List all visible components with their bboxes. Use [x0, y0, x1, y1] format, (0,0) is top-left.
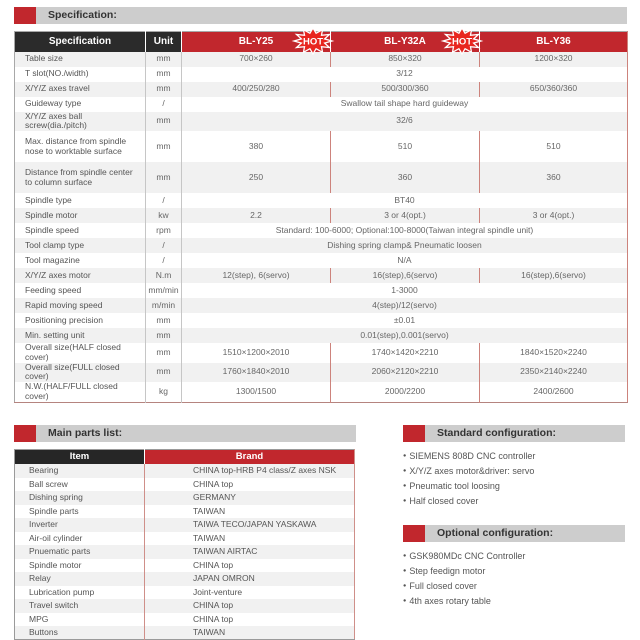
part-brand-cell: JAPAN OMRON: [145, 572, 355, 586]
spec-label-cell: Min. setting unit: [25, 329, 85, 340]
specification-section-header: [14, 7, 627, 24]
spec-table-row: [15, 343, 628, 363]
spec-value-cell: 2400/2600: [480, 382, 628, 402]
config-list-item: ● Step feedign motor: [403, 564, 625, 579]
main-parts-section-header: [14, 425, 356, 442]
spec-label-cell: Distance from spindle center to column surface: [25, 166, 133, 187]
spec-label-cell: X/Y/Z axes ball screw(dia./pitch): [25, 110, 87, 131]
spec-value-cell: 850×320: [331, 52, 480, 67]
spec-unit-cell: kw: [146, 208, 182, 223]
spec-table-row: [15, 268, 628, 283]
part-brand-cell: TAIWA TECO/JAPAN YASKAWA: [145, 518, 355, 532]
spec-label-cell: Spindle motor: [25, 209, 78, 220]
spec-value-cell: ±0.01: [393, 314, 416, 325]
spec-value-cell: 1760×1840×2010: [222, 366, 290, 377]
spec-table-row: [15, 283, 628, 298]
spec-value-cell: 1200×320: [480, 52, 628, 67]
bottom-section: [14, 425, 627, 640]
spec-value-cell: 3 or 4(opt.): [331, 208, 480, 223]
column-header-bl-y32a: [331, 32, 480, 52]
spec-label-cell: T slot(NO./width): [25, 68, 89, 79]
spec-table-row: [15, 382, 628, 402]
spec-label-cell: Rapid moving speed: [25, 299, 103, 310]
spec-unit-cell: mm: [146, 131, 182, 162]
column-header-brand: Brand: [145, 449, 355, 464]
spec-unit-cell: kg: [146, 382, 182, 402]
spec-unit-cell: mm: [146, 363, 182, 383]
hot-badge-icon: [441, 26, 483, 56]
spec-label-cell: X/Y/Z axes motor: [25, 269, 91, 280]
part-item-cell: Inverter: [29, 519, 58, 530]
spec-label-cell: Max. distance from spindle nose to worktable surface: [25, 135, 127, 156]
spec-value-cell: 16(step),6(servo): [331, 268, 480, 283]
spec-table-row: [15, 67, 628, 82]
parts-table-row: [15, 599, 355, 613]
column-header-bl-y36: [480, 32, 628, 52]
part-brand-cell: CHINA top: [145, 613, 355, 627]
config-list-item: ● 4th axes rotary table: [403, 594, 625, 609]
model-name: BL-Y25: [238, 36, 274, 48]
parts-table-row: [15, 505, 355, 519]
parts-table-body: [15, 464, 355, 640]
spec-table-row: [15, 82, 628, 97]
spec-value-cell: 510: [331, 131, 480, 162]
red-square-icon: [403, 425, 425, 442]
main-parts-table: [14, 449, 355, 640]
spec-table-row: [15, 328, 628, 343]
part-brand-cell: CHINA top: [145, 559, 355, 573]
main-parts-section-title: Main parts list:: [36, 425, 356, 442]
spec-label-cell: Table size: [25, 53, 63, 64]
spec-value-cell: Standard: 100-6000; Optional:100-8000(Taiwan integral spindle unit): [275, 224, 534, 235]
specification-table: [14, 31, 628, 403]
spec-value-cell: 1740×1420×2210: [331, 343, 480, 363]
spec-table-row: [15, 313, 628, 328]
parts-table-row: [15, 491, 355, 505]
spec-value-cell: 1300/1500: [235, 385, 277, 396]
parts-table-row: [15, 559, 355, 573]
part-brand-cell: TAIWAN: [145, 532, 355, 546]
part-brand-cell: Joint-venture: [145, 586, 355, 600]
spec-label-cell: Spindle speed: [25, 224, 79, 235]
hot-badge-label: HOT: [451, 36, 473, 48]
part-item-cell: Ball screw: [29, 478, 68, 489]
spec-value-cell: 2350×2140×2240: [480, 363, 628, 383]
spec-unit-cell: /: [146, 193, 182, 208]
spec-label-cell: Spindle type: [25, 194, 72, 205]
hot-badge-icon: [292, 26, 334, 56]
spec-value-cell: 400/250/280: [232, 83, 280, 94]
spec-table-row: [15, 97, 628, 112]
parts-table-row: [15, 478, 355, 492]
spec-value-cell: 2000/2200: [331, 382, 480, 402]
spec-unit-cell: mm: [146, 112, 182, 132]
spec-value-cell: 700×260: [239, 53, 273, 64]
model-name: BL-Y32A: [384, 36, 426, 48]
config-list-item: ● SIEMENS 808D CNC controller: [403, 449, 625, 464]
spec-table-row: [15, 208, 628, 223]
spec-table-row: [15, 131, 628, 162]
spec-unit-cell: /: [146, 238, 182, 253]
spec-label-cell: Overall size(HALF closed cover): [25, 342, 121, 362]
standard-config-list: [403, 449, 625, 509]
spec-label-cell: X/Y/Z axes travel: [25, 83, 90, 94]
config-list-item: ● Full closed cover: [403, 579, 625, 594]
spec-value-cell: Swallow tail shape hard guideway: [340, 98, 469, 109]
spec-label-cell: Feeding speed: [25, 284, 82, 295]
spec-value-cell: 2.2: [250, 209, 262, 220]
spec-unit-cell: mm: [146, 52, 182, 67]
parts-table-row: [15, 586, 355, 600]
spec-value-cell: 3/12: [396, 68, 413, 79]
column-header-unit: Unit: [146, 32, 182, 52]
spec-value-cell: N/A: [397, 254, 412, 265]
column-header-bl-y25: [182, 32, 331, 52]
spec-value-cell: 4(step)/12(servo): [372, 299, 437, 310]
config-list-item: ● X/Y/Z axes motor&driver: servo: [403, 464, 625, 479]
spec-table-header-row: [15, 32, 628, 52]
spec-value-cell: 1510×1200×2010: [222, 346, 290, 357]
spec-value-cell: 3 or 4(opt.): [480, 208, 628, 223]
spec-label-cell: Positioning precision: [25, 314, 103, 325]
spec-table-row: [15, 238, 628, 253]
standard-config-header: [403, 425, 625, 442]
main-parts-column: [14, 425, 356, 640]
part-item-cell: Relay: [29, 573, 51, 584]
part-item-cell: Lubrication pump: [29, 586, 95, 597]
optional-config-list: [403, 549, 625, 609]
part-brand-cell: TAIWAN: [145, 626, 355, 640]
optional-config-header: [403, 525, 625, 542]
spec-label-cell: N.W.(HALF/FULL closed cover): [25, 381, 118, 401]
spec-value-cell: 0.01(step),0.001(servo): [360, 329, 449, 340]
configuration-column: [403, 425, 625, 640]
spec-value-cell: 360: [331, 162, 480, 193]
spec-table-row: [15, 253, 628, 268]
spec-table-row: [15, 298, 628, 313]
part-brand-cell: CHINA top: [145, 599, 355, 613]
column-header-specification: Specification: [15, 32, 146, 52]
hot-badge-label: HOT: [302, 36, 324, 48]
spec-value-cell: 1-3000: [391, 284, 418, 295]
spec-value-cell: 380: [248, 140, 264, 151]
part-brand-cell: CHINA top: [145, 478, 355, 492]
spec-value-cell: 500/300/360: [331, 82, 480, 97]
column-header-item: Item: [15, 449, 145, 464]
part-brand-cell: GERMANY: [145, 491, 355, 505]
spec-value-cell: Dishing spring clamp& Pneumatic loosen: [327, 239, 482, 250]
part-item-cell: Bearing: [29, 465, 59, 476]
part-item-cell: Buttons: [29, 626, 58, 637]
red-square-icon: [403, 525, 425, 542]
spec-value-cell: 510: [480, 131, 628, 162]
spec-unit-cell: mm: [146, 162, 182, 193]
spec-unit-cell: m/min: [146, 298, 182, 313]
parts-table-row: [15, 464, 355, 478]
spec-unit-cell: mm/min: [146, 283, 182, 298]
config-list-item: ● Half closed cover: [403, 494, 625, 509]
spec-unit-cell: /: [146, 253, 182, 268]
part-item-cell: Spindle motor: [29, 559, 82, 570]
spec-label-cell: Overall size(FULL closed cover): [25, 361, 120, 382]
specification-section-title: Specification:: [36, 7, 627, 24]
model-name: BL-Y36: [536, 36, 571, 48]
spec-unit-cell: mm: [146, 82, 182, 97]
parts-table-header-row: [15, 449, 355, 464]
spec-table-row: [15, 193, 628, 208]
spec-table-row: [15, 162, 628, 193]
spec-value-cell: BT40: [394, 194, 415, 205]
spec-value-cell: 32/6: [396, 115, 413, 126]
spec-value-cell: 250: [248, 171, 264, 182]
part-item-cell: Travel switch: [29, 600, 79, 611]
red-square-icon: [14, 425, 36, 442]
part-item-cell: Air-oil cylinder: [29, 532, 83, 543]
parts-table-row: [15, 572, 355, 586]
spec-unit-cell: mm: [146, 67, 182, 82]
spec-value-cell: 2060×2120×2210: [331, 363, 480, 383]
part-item-cell: Dishing spring: [29, 492, 83, 503]
spec-unit-cell: mm: [146, 343, 182, 363]
spec-label-cell: Tool magazine: [25, 254, 80, 265]
spec-table-row: [15, 223, 628, 238]
spec-unit-cell: mm: [146, 313, 182, 328]
spec-unit-cell: N.m: [146, 268, 182, 283]
parts-table-row: [15, 545, 355, 559]
spec-label-cell: Guideway type: [25, 98, 82, 109]
spec-table-row: [15, 112, 628, 132]
spec-unit-cell: mm: [146, 328, 182, 343]
config-list-item: ● GSK980MDc CNC Controller: [403, 549, 625, 564]
part-brand-cell: TAIWAN AIRTAC: [145, 545, 355, 559]
optional-config-title: Optional configuration:: [425, 525, 625, 542]
spec-table-body: [15, 52, 628, 403]
part-brand-cell: CHINA top-HRB P4 class/Z axes NSK: [145, 464, 355, 478]
parts-table-row: [15, 626, 355, 640]
part-item-cell: MPG: [29, 613, 49, 624]
standard-config-title: Standard configuration:: [425, 425, 625, 442]
spec-value-cell: 360: [480, 162, 628, 193]
config-list-item: ● Pneumatic tool loosing: [403, 479, 625, 494]
spec-table-row: [15, 363, 628, 383]
spec-value-cell: 1840×1520×2240: [480, 343, 628, 363]
parts-table-row: [15, 613, 355, 627]
parts-table-row: [15, 518, 355, 532]
part-brand-cell: TAIWAN: [145, 505, 355, 519]
spec-label-cell: Tool clamp type: [25, 239, 85, 250]
red-square-icon: [14, 7, 36, 24]
spec-unit-cell: rpm: [146, 223, 182, 238]
part-item-cell: Spindle parts: [29, 505, 79, 516]
parts-table-row: [15, 532, 355, 546]
spec-value-cell: 12(step), 6(servo): [222, 269, 290, 280]
part-item-cell: Pnuematic parts: [29, 546, 91, 557]
spec-unit-cell: /: [146, 97, 182, 112]
spec-value-cell: 650/360/360: [480, 82, 628, 97]
spec-value-cell: 16(step),6(servo): [480, 268, 628, 283]
